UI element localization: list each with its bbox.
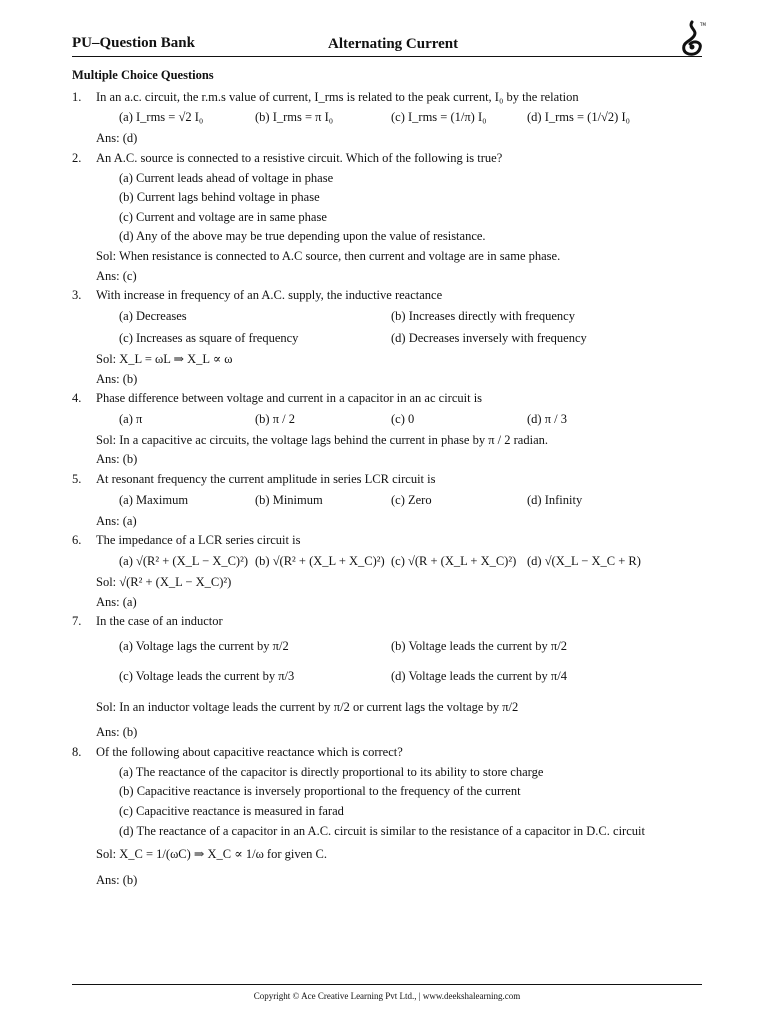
option-b: (b) I_rms = π I₀ [255,110,334,125]
header-chapter-title: Alternating Current [328,36,459,52]
question-text: Of the following about capacitive reactance which is correct? [96,745,403,759]
option-a: (a) The reactance of the capacitor is directly proportional to its ability to store charge [119,764,544,779]
option-c: (c) √(R + (X_L + X_C)²) [391,554,517,569]
question-text: With increase in frequency of an A.C. supply, the inductive reactance [96,288,443,303]
question-text: In an a.c. circuit, the r.m.s value of current, I_rms is related to the peak current, I₀ by the relation [96,89,579,104]
option-d: (d) Infinity [527,492,583,507]
svg-text:TM: TM [700,22,706,27]
option-c: (c) I_rms = (1/π) I₀ [391,110,487,125]
option-b: (b) Current lags behind voltage in phase [119,190,320,205]
option-b: (b) √(R² + (X_L + X_C)²) [255,554,385,569]
solution: Sol: In a capacitive ac circuits, the voltage lags behind the current in phase by π / 2 radian. [96,432,548,447]
solution: Sol: √(R² + (X_L − X_C)²) [96,574,232,589]
answer: Ans: (b) [96,452,138,467]
page-footer [72,984,702,1002]
option-b: (b) π / 2 [255,411,295,426]
question-number: 7. [72,614,82,629]
solution: Sol: X_C = 1/(ωC) ⇒ X_C ∝ 1/ω for given C. [96,847,327,862]
header-rule [72,56,702,57]
question-number: 5. [72,472,82,486]
question-text: An A.C. source is connected to a resistive circuit. Which of the following is true? [96,150,503,165]
option-b: (b) Voltage leads the current by π/2 [391,638,567,653]
option-a: (a) Voltage lags the current by π/2 [119,638,289,653]
option-a: (a) Decreases [119,309,187,324]
option-b: (b) Capacitive reactance is inversely proportional to the frequency of the current [119,784,521,799]
question-text: The impedance of a LCR series circuit is [96,533,301,548]
option-b: (b) Increases directly with frequency [391,309,575,324]
answer: Ans: (c) [96,268,137,283]
option-c: (c) Current and voltage are in same phase [119,209,327,224]
option-a: (a) Current leads ahead of voltage in phase [119,170,334,185]
option-d: (d) Any of the above may be true depending upon the value of resistance. [119,229,486,244]
question-number: 1. [72,89,82,104]
option-a: (a) π [119,411,143,426]
option-d: (d) Decreases inversely with frequency [391,331,587,346]
question-7 [72,614,712,741]
answer: Ans: (b) [96,872,138,887]
question-3 [72,288,712,387]
question-8 [72,745,712,888]
question-number: 3. [72,288,82,303]
option-a: (a) √(R² + (X_L − X_C)²) [119,554,249,569]
section-title: Multiple Choice Questions [72,68,214,82]
page-header [72,22,706,60]
answer: Ans: (a) [96,594,137,609]
solution: Sol: In an inductor voltage leads the current by π/2 or current lags the voltage by π/2 [96,699,519,714]
solution: Sol: X_L = ωL ⇒ X_L ∝ ω [96,351,233,366]
answer: Ans: (b) [96,371,138,386]
option-a: (a) I_rms = √2 I₀ [119,110,204,125]
option-d: (d) I_rms = (1/√2) I₀ [527,110,630,125]
question-5 [72,472,712,529]
option-d: (d) Voltage leads the current by π/4 [391,668,567,683]
answer: Ans: (d) [96,131,138,146]
option-d: (d) The reactance of a capacitor in an A.C. circuit is similar to the resistance of a capacitor in D.C. circuit [119,823,645,838]
option-d: (d) √(X_L − X_C + R) [527,554,641,569]
answer: Ans: (a) [96,513,137,528]
question-1 [72,90,712,147]
answer: Ans: (b) [96,725,138,740]
option-c: (c) 0 [391,411,415,426]
question-6 [72,533,712,610]
question-text: Phase difference between voltage and current in a capacitor in an ac circuit is [96,391,483,406]
question-text: At resonant frequency the current amplitude in series LCR circuit is [96,472,436,486]
option-d: (d) π / 3 [527,411,567,426]
solution: Sol: When resistance is connected to A.C source, then current and voltage are in same phase. [96,249,561,263]
option-b: (b) Minimum [255,492,323,507]
option-c: (c) Voltage leads the current by π/3 [119,668,295,683]
question-number: 8. [72,745,82,759]
question-number: 6. [72,533,82,548]
question-text: In the case of an inductor [96,614,223,629]
option-a: (a) Maximum [119,492,189,507]
question-number: 4. [72,391,82,406]
deeksha-logo-icon [678,20,706,58]
option-c: (c) Capacitive reactance is measured in farad [119,803,344,818]
question-2 [72,151,712,284]
copyright-text: Copyright © Ace Creative Learning Pvt Ltd., | www.deekshalearning.com [253,991,521,1001]
question-content [72,68,712,892]
header-book-title: PU–Question Bank [72,35,195,51]
footer-rule [72,984,702,985]
option-c: (c) Zero [391,492,432,507]
option-c: (c) Increases as square of frequency [119,331,299,346]
question-number: 2. [72,150,82,165]
question-4 [72,391,712,468]
